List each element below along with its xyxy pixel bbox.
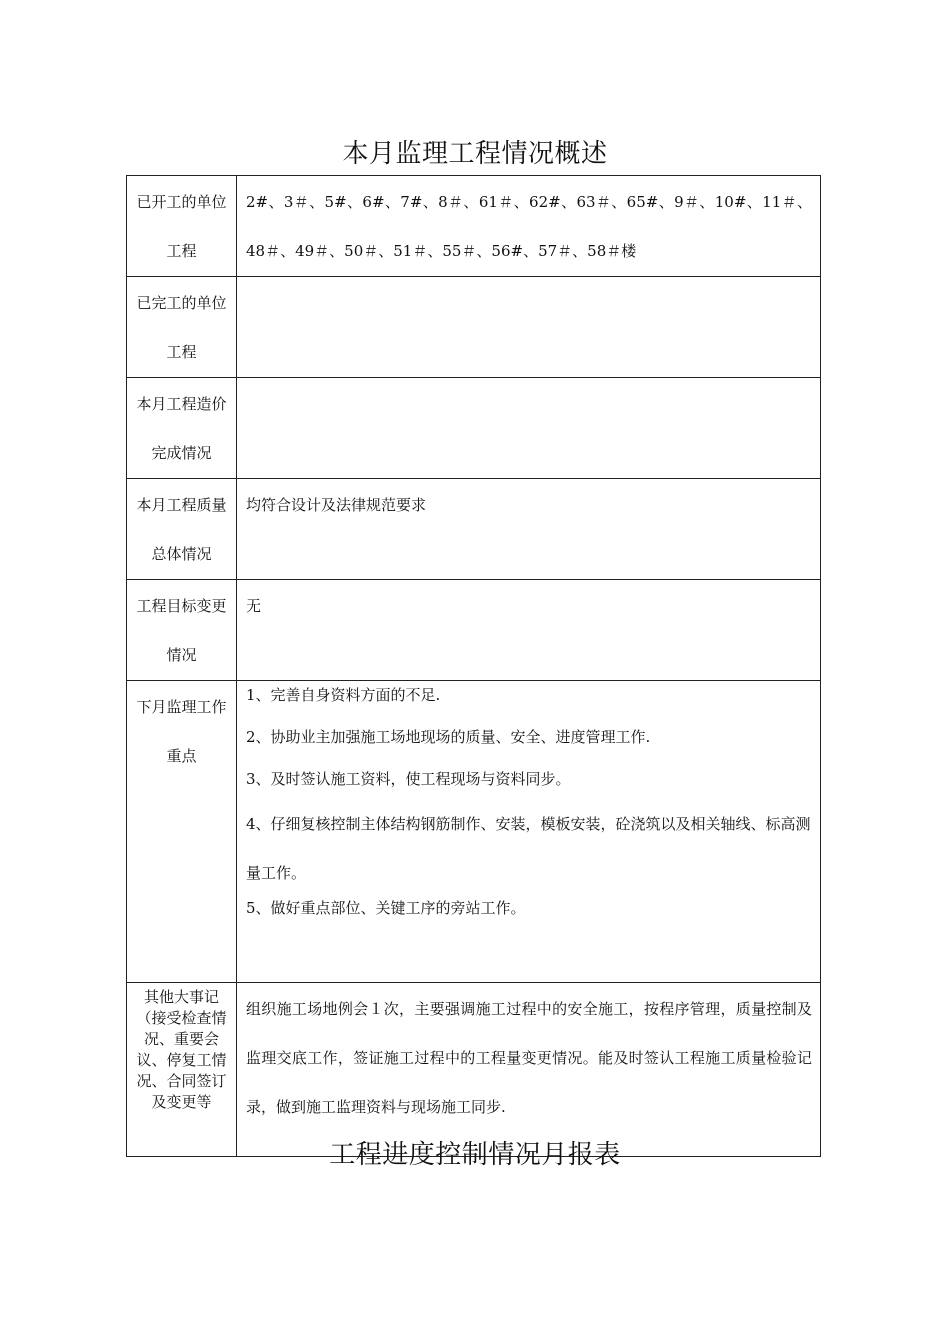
row-content: 组织施工场地例会１次，主要强调施工过程中的安全施工，按程序管理，质量控制及监理交底工作，签证施工过程中的工程量变更情况。能及时签认工程施工质量检验记录，做到施工监理资料与现场施工同步. (246, 1000, 812, 1116)
work-focus-list (246, 683, 812, 919)
row-label: 已完工的单位工程 (136, 294, 227, 361)
row-label-cell (127, 580, 237, 681)
row-label: 本月工程质量总体情况 (136, 496, 227, 563)
row-content-cell (237, 479, 821, 580)
row-label: 工程目标变更情况 (136, 597, 227, 664)
row-content-cell (237, 681, 821, 983)
row-label: 本月工程造价完成情况 (136, 395, 227, 462)
table-row (127, 378, 821, 479)
row-content-cell (237, 580, 821, 681)
table-row (127, 983, 821, 1157)
row-content-cell (237, 277, 821, 378)
row-label-cell (127, 277, 237, 378)
row-label-cell (127, 479, 237, 580)
list-item: 2、协助业主加强施工场地现场的质量、安全、进度管理工作. (246, 728, 651, 746)
row-label: 已开工的单位工程 (136, 193, 227, 260)
row-label-cell (127, 176, 237, 277)
row-label-cell (127, 983, 237, 1157)
list-item: 1、完善自身资料方面的不足. (246, 686, 441, 704)
row-content: 2#、3＃、5#、6#、7#、8＃、61＃、62#、63＃、65#、9＃、10#、11＃、48＃、49＃、50＃、51＃、55＃、56#、57＃、58＃楼 (246, 193, 812, 260)
list-item: 3、及时签认施工资料，使工程现场与资料同步。 (246, 770, 571, 788)
page-title: 本月监理工程情况概述 (342, 139, 608, 169)
table-row (127, 277, 821, 378)
row-content: 均符合设计及法律规范要求 (246, 496, 427, 514)
row-label: 其他大事记（接受检查情况、重要会议、停复工情况、合同签订及变更等 (136, 988, 227, 1111)
list-item: 4、仔细复核控制主体结构钢筋制作、安装，模板安装，砼浇筑以及相关轴线、标高测量工作。 (246, 815, 811, 882)
row-content-cell (237, 378, 821, 479)
row-content-cell (237, 983, 821, 1157)
table-row (127, 479, 821, 580)
row-label-cell (127, 378, 237, 479)
table-row (127, 176, 821, 277)
row-content-cell (237, 176, 821, 277)
row-content: 无 (246, 597, 262, 615)
next-section-title: 工程进度控制情况月报表 (329, 1140, 621, 1170)
row-label: 下月监理工作重点 (136, 698, 227, 765)
table-row (127, 580, 821, 681)
row-label-cell (127, 681, 237, 983)
monthly-summary-table (126, 175, 821, 1157)
list-item: 5、做好重点部位、关键工序的旁站工作。 (246, 899, 526, 917)
table-row (127, 681, 821, 983)
